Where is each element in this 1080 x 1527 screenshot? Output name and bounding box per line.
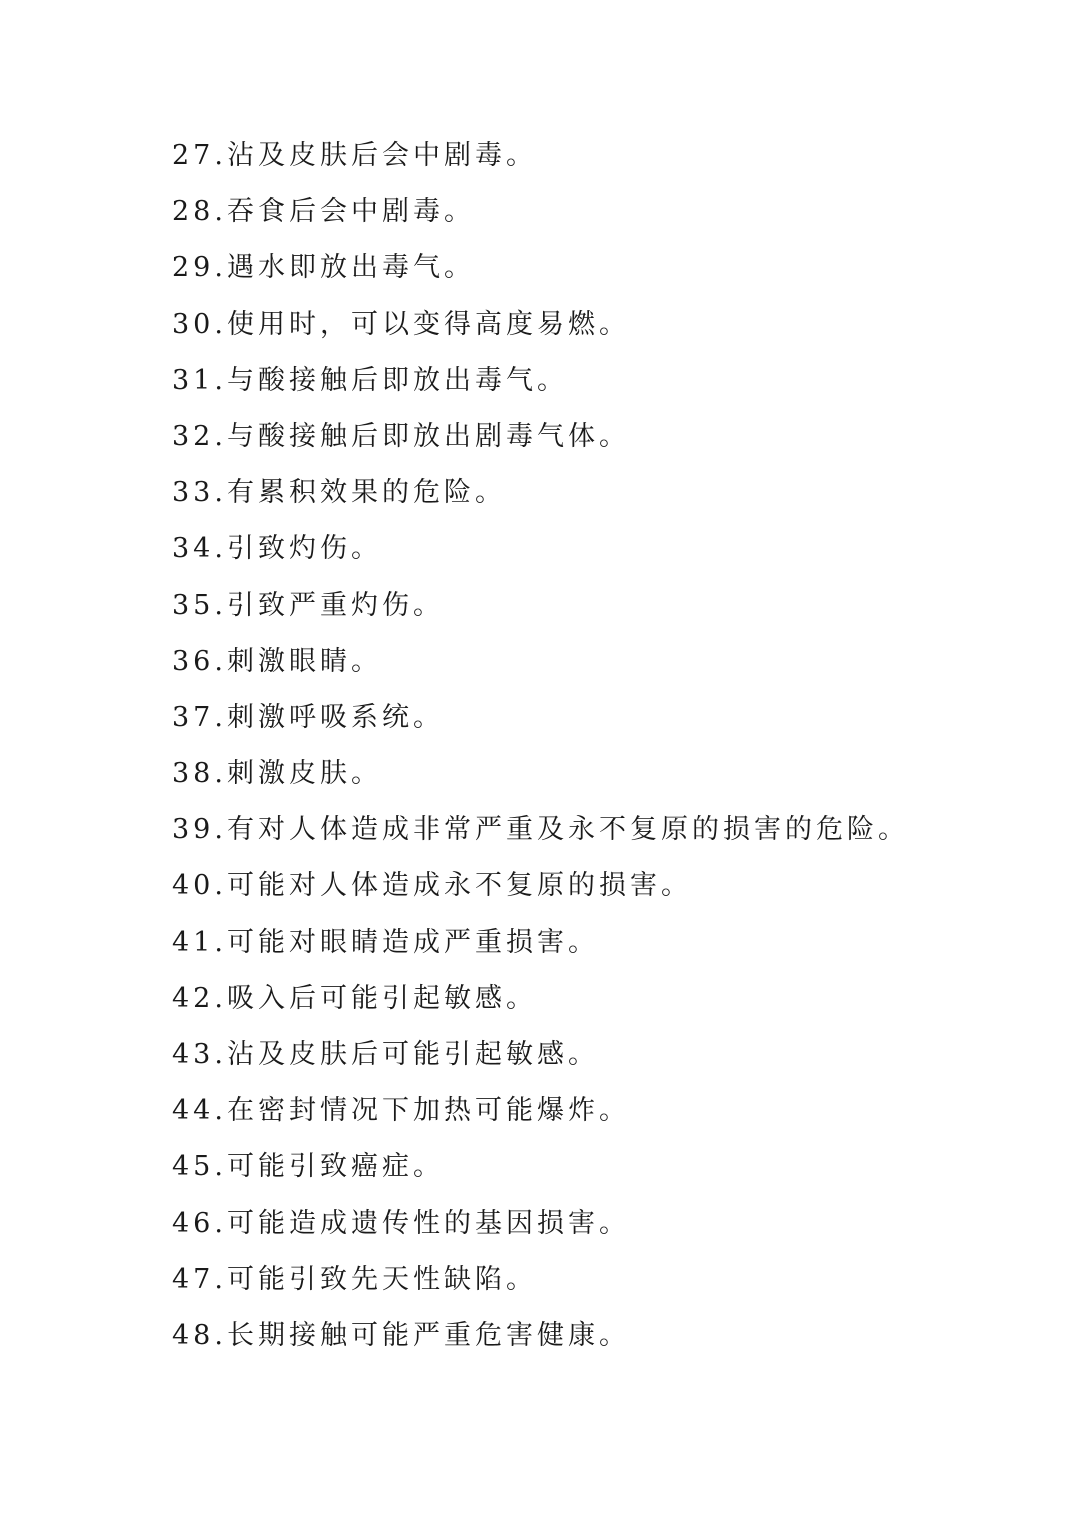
list-item: 33.有累积效果的危险。 [172, 477, 506, 509]
list-item: 29.遇水即放出毒气。 [172, 252, 475, 284]
list-item: 38.刺激皮肤。 [172, 758, 382, 790]
list-item: 46.可能造成遗传性的基因损害。 [172, 1207, 630, 1239]
list-item: 47.可能引致先天性缺陷。 [172, 1263, 537, 1295]
list-item: 31.与酸接触后即放出毒气。 [172, 364, 568, 396]
list-item: 32.与酸接触后即放出剧毒气体。 [172, 420, 630, 452]
list-item: 28.吞食后会中剧毒。 [172, 196, 475, 228]
list-item: 40.可能对人体造成永不复原的损害。 [172, 870, 692, 902]
list-item: 42.吸入后可能引起敏感。 [172, 982, 537, 1014]
list-item: 27.沾及皮肤后会中剧毒。 [172, 140, 537, 171]
list-item: 43.沾及皮肤后可能引起敏感。 [172, 1039, 599, 1070]
list-item: 37.刺激呼吸系统。 [172, 701, 444, 733]
risk-phrase-list [172, 128, 1032, 1364]
list-item: 48.长期接触可能严重危害健康。 [172, 1319, 630, 1351]
list-item: 45.可能引致癌症。 [172, 1151, 444, 1183]
list-item: 34.引致灼伤。 [172, 533, 382, 565]
list-item: 44.在密封情况下加热可能爆炸。 [172, 1095, 630, 1127]
list-item: 41.可能对眼睛造成严重损害。 [172, 926, 599, 958]
list-item: 36.刺激眼睛。 [172, 645, 382, 677]
list-item: 39.有对人体造成非常严重及永不复原的损害的危险。 [172, 814, 909, 846]
list-item: 35.引致严重灼伤。 [172, 589, 444, 621]
list-item: 30.使用时，可以变得高度易燃。 [172, 308, 630, 340]
